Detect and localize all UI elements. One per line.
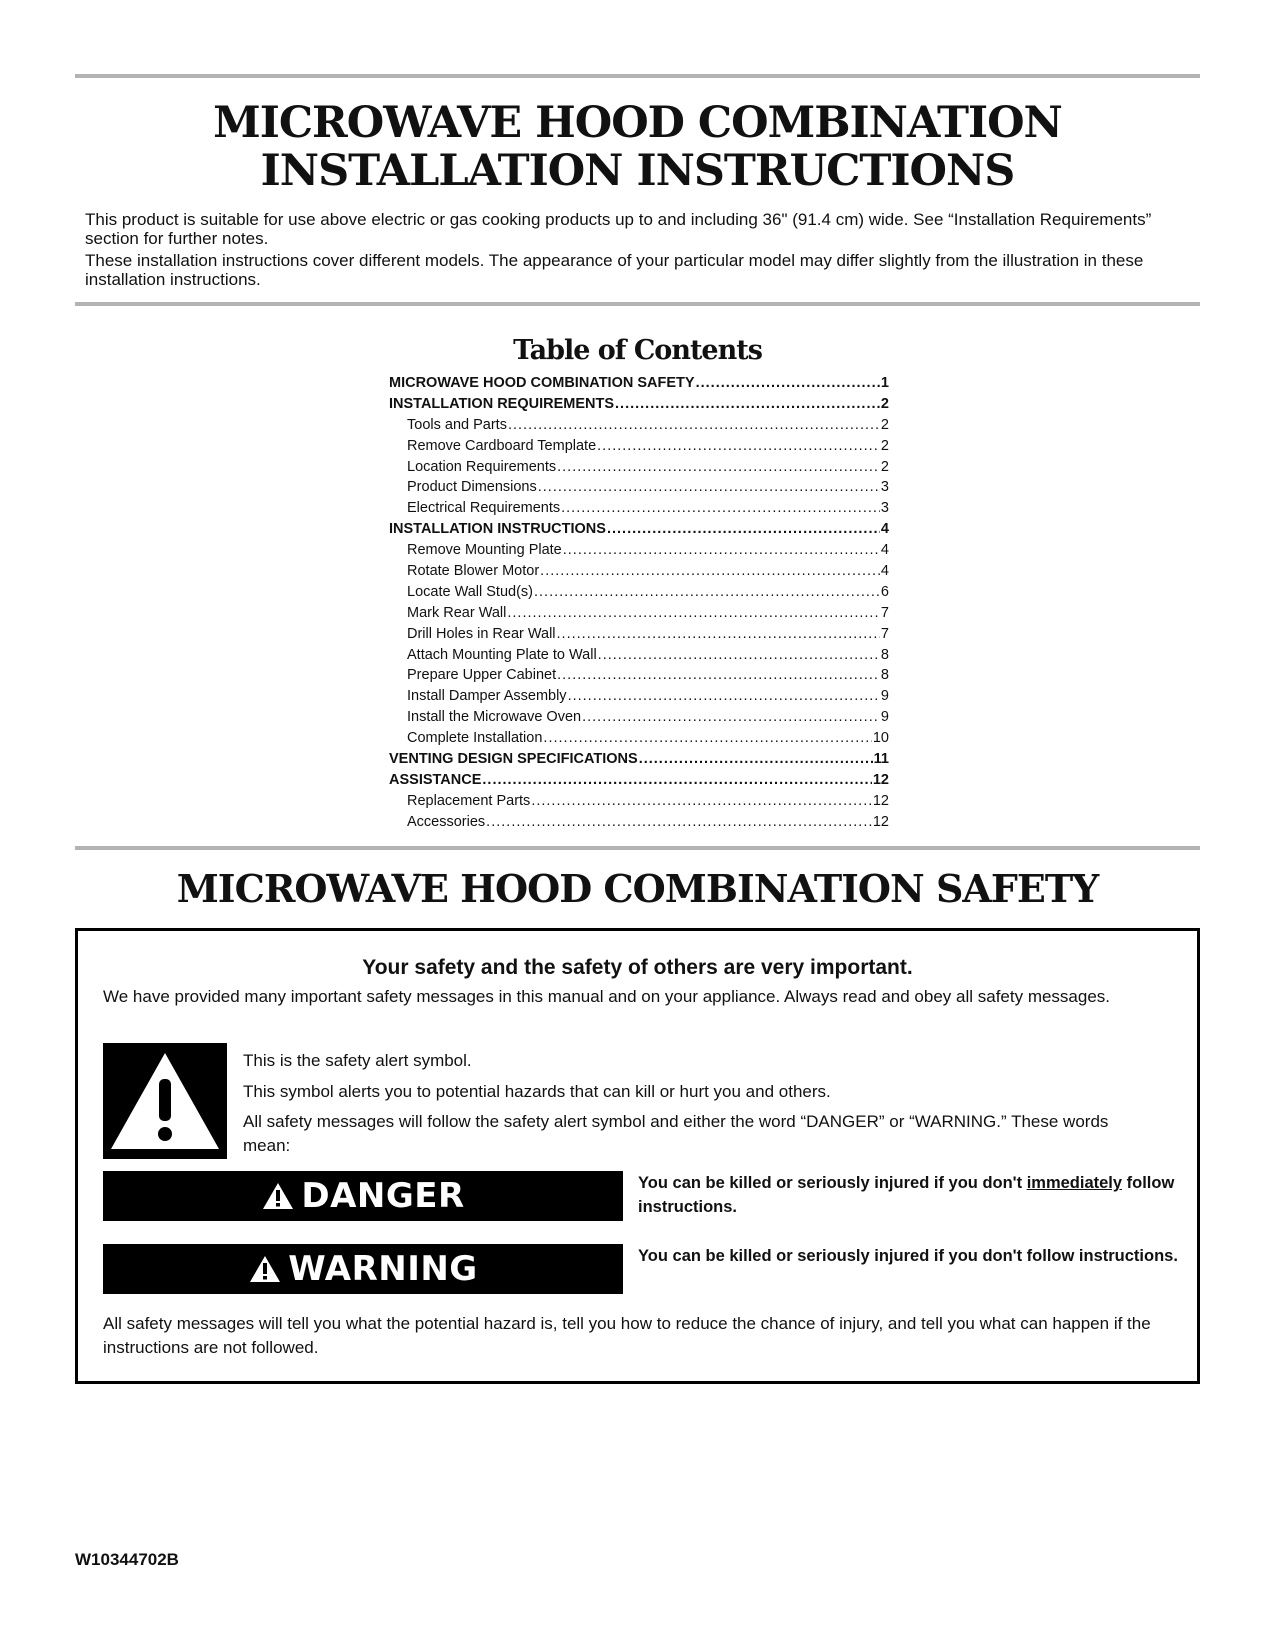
toc-entry[interactable] bbox=[389, 415, 889, 436]
toc-entry-label: Locate Wall Stud(s) bbox=[407, 583, 533, 600]
toc-leader-dots bbox=[563, 540, 880, 561]
toc-leader-dots bbox=[557, 624, 880, 645]
toc-entry-label: Electrical Requirements bbox=[407, 500, 561, 517]
safety-section-title: MICROWAVE HOOD COMBINATION SAFETY bbox=[176, 866, 1099, 911]
toc-entry-page: 12 bbox=[872, 792, 889, 809]
toc-entry-label: Product Dimensions bbox=[407, 479, 537, 496]
toc-entry-page: 12 bbox=[872, 813, 889, 830]
toc-entry-label: MICROWAVE HOOD COMBINATION SAFETY bbox=[389, 375, 695, 391]
toc-leader-dots bbox=[482, 770, 871, 791]
toc-entry-page: 7 bbox=[880, 604, 889, 621]
toc-entry-label: Attach Mounting Plate to Wall bbox=[407, 646, 597, 663]
toc-heading: Table of Contents bbox=[513, 335, 762, 366]
danger-signal-bar bbox=[103, 1171, 623, 1221]
toc-entry-page: 4 bbox=[880, 563, 889, 580]
alert-symbol-text-1: This is the safety alert symbol. bbox=[243, 1051, 472, 1070]
page-title-line-1: MICROWAVE HOOD COMBINATION bbox=[213, 98, 1062, 148]
danger-label: DANGER bbox=[301, 1176, 465, 1216]
toc-entry-label: Remove Cardboard Template bbox=[407, 437, 597, 454]
toc-entry[interactable] bbox=[389, 582, 889, 603]
toc-leader-dots bbox=[538, 477, 880, 498]
toc-entry-label: Drill Holes in Rear Wall bbox=[407, 625, 556, 642]
toc-leader-dots bbox=[534, 582, 880, 603]
toc-entry-page: 12 bbox=[872, 771, 889, 788]
toc-entry[interactable] bbox=[389, 749, 889, 770]
toc-entry-page: 8 bbox=[880, 667, 889, 684]
toc-rule bbox=[75, 846, 1200, 850]
toc-entry-page: 2 bbox=[880, 395, 889, 412]
intro-rule bbox=[75, 302, 1200, 306]
toc-entry-page: 3 bbox=[880, 500, 889, 517]
toc-leader-dots bbox=[543, 728, 871, 749]
toc-entry[interactable] bbox=[389, 665, 889, 686]
warning-signal-bar bbox=[103, 1244, 623, 1294]
toc-entry-page: 9 bbox=[880, 688, 889, 705]
page-title-line-2: INSTALLATION INSTRUCTIONS bbox=[260, 146, 1015, 196]
toc-entry-page: 11 bbox=[873, 751, 889, 768]
toc-entry[interactable] bbox=[389, 373, 889, 394]
toc-entry[interactable] bbox=[389, 519, 889, 540]
toc-entry-label: Remove Mounting Plate bbox=[407, 542, 562, 559]
alert-symbol-text-2: This symbol alerts you to potential hazards that can kill or hurt you and others. bbox=[243, 1082, 831, 1101]
danger-message bbox=[638, 1171, 1188, 1219]
toc-entry-page: 4 bbox=[880, 542, 889, 559]
toc-entry-page: 6 bbox=[880, 583, 889, 600]
toc-entry[interactable] bbox=[389, 791, 889, 812]
toc-leader-dots bbox=[557, 665, 880, 686]
safety-box-footer: All safety messages will tell you what the potential hazard is, tell you how to reduce the chance of injury, and tell you what can happen if the instructions are not followed. bbox=[103, 1314, 1151, 1357]
toc-entry-label: INSTALLATION INSTRUCTIONS bbox=[389, 521, 606, 538]
toc-entry-label: Mark Rear Wall bbox=[407, 604, 507, 621]
toc-entry-label: Accessories bbox=[407, 813, 486, 830]
toc-entry-label: ASSISTANCE bbox=[389, 771, 482, 788]
toc-entry[interactable] bbox=[389, 561, 889, 582]
toc-leader-dots bbox=[582, 707, 880, 728]
toc-leader-dots bbox=[568, 686, 880, 707]
intro-paragraph-2: These installation instructions cover different models. The appearance of your particular model may differ slightly from the illustration in these installation instructions. bbox=[85, 251, 1144, 289]
toc-entry[interactable] bbox=[389, 477, 889, 498]
toc-entry[interactable] bbox=[389, 624, 889, 645]
toc-leader-dots bbox=[607, 519, 880, 540]
toc-entry[interactable] bbox=[389, 498, 889, 519]
warning-alert-icon bbox=[248, 1254, 282, 1284]
toc-leader-dots bbox=[639, 749, 873, 770]
toc-entry-page: 1 bbox=[880, 375, 889, 391]
toc-entry-page: 10 bbox=[872, 730, 889, 747]
toc-entry[interactable] bbox=[389, 540, 889, 561]
toc-leader-dots bbox=[696, 373, 880, 394]
safety-box bbox=[75, 928, 1200, 1384]
danger-message-part-2: follow instructions. bbox=[638, 1174, 1175, 1216]
toc-entry-label: Replacement Parts bbox=[407, 792, 531, 809]
danger-message-part-1: You can be killed or seriously injured if you don't bbox=[638, 1174, 1027, 1192]
toc-entry-label: Tools and Parts bbox=[407, 416, 507, 433]
intro-paragraph-1: This product is suitable for use above electric or gas cooking products up to and including 36" (91.4 cm) wide. See “Installation Requirements” section for further notes. bbox=[85, 210, 1152, 248]
toc-entry[interactable] bbox=[389, 645, 889, 666]
toc-leader-dots bbox=[531, 791, 872, 812]
toc-entry[interactable] bbox=[389, 436, 889, 457]
toc-entry[interactable] bbox=[389, 394, 889, 415]
toc-entry[interactable] bbox=[389, 770, 889, 791]
toc-entry-page: 8 bbox=[880, 646, 889, 663]
toc-entry-label: INSTALLATION REQUIREMENTS bbox=[389, 395, 615, 412]
danger-message-emphasis: immediately bbox=[1026, 1174, 1123, 1192]
toc-leader-dots bbox=[615, 394, 880, 415]
toc-entry-page: 2 bbox=[880, 458, 889, 475]
safety-box-intro: We have provided many important safety messages in this manual and on your appliance. Always read and obey all safety messages. bbox=[103, 987, 1111, 1006]
toc-entry[interactable] bbox=[389, 457, 889, 478]
toc-entry[interactable] bbox=[389, 603, 889, 624]
document-number: W10344702B bbox=[75, 1550, 179, 1569]
toc-entry-label: Location Requirements bbox=[407, 458, 557, 475]
toc-entry-page: 9 bbox=[880, 709, 889, 726]
warning-message: You can be killed or seriously injured if you don't follow instructions. bbox=[638, 1247, 1178, 1265]
toc-entry-page: 7 bbox=[880, 625, 889, 642]
alert-symbol-text-3: All safety messages will follow the safety alert symbol and either the word “DANGER” or “WARNING.” These words mean: bbox=[243, 1112, 1109, 1155]
toc-leader-dots bbox=[561, 498, 880, 519]
toc-entry[interactable] bbox=[389, 686, 889, 707]
toc-entry[interactable] bbox=[389, 707, 889, 728]
toc-entry-page: 2 bbox=[880, 437, 889, 454]
table-of-contents bbox=[389, 373, 889, 833]
toc-leader-dots bbox=[557, 457, 880, 478]
toc-entry[interactable] bbox=[389, 728, 889, 749]
warning-label: WARNING bbox=[288, 1249, 478, 1289]
toc-entry-label: Prepare Upper Cabinet bbox=[407, 667, 557, 684]
toc-entry-label: VENTING DESIGN SPECIFICATIONS bbox=[389, 751, 638, 768]
toc-leader-dots bbox=[598, 645, 880, 666]
toc-leader-dots bbox=[507, 603, 880, 624]
toc-entry-page: 4 bbox=[880, 521, 889, 538]
top-rule bbox=[75, 74, 1200, 78]
danger-alert-icon bbox=[261, 1181, 295, 1211]
toc-entry-label: Rotate Blower Motor bbox=[407, 563, 540, 580]
toc-entry-page: 2 bbox=[880, 416, 889, 433]
toc-leader-dots bbox=[486, 812, 872, 833]
toc-leader-dots bbox=[597, 436, 880, 457]
toc-entry-page: 3 bbox=[880, 479, 889, 496]
toc-entry-label: Install Damper Assembly bbox=[407, 688, 567, 705]
toc-entry[interactable] bbox=[389, 812, 889, 833]
toc-entry-label: Install the Microwave Oven bbox=[407, 709, 582, 726]
safety-alert-triangle-icon bbox=[103, 1043, 227, 1159]
toc-entry-label: Complete Installation bbox=[407, 730, 543, 747]
toc-leader-dots bbox=[508, 415, 880, 436]
safety-box-heading: Your safety and the safety of others are very important. bbox=[362, 956, 913, 979]
toc-leader-dots bbox=[540, 561, 880, 582]
